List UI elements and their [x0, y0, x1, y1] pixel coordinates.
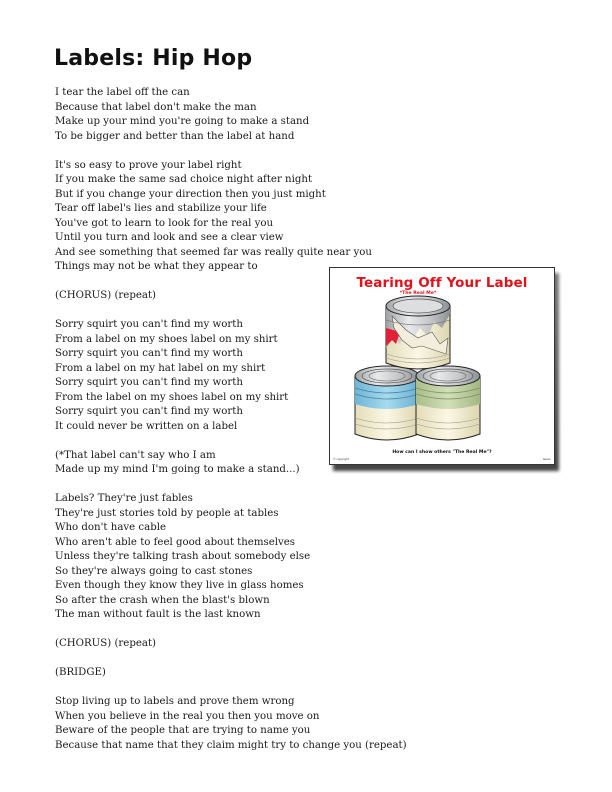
stanza-gap: [55, 681, 475, 696]
stanza-gap: [55, 478, 475, 493]
lyric-line: So after the crash when the blast's blown: [55, 594, 270, 606]
lyric-line: Stop living up to labels and prove them wrong: [55, 696, 295, 707]
lyric-line: So they're always going to cast stones: [55, 565, 253, 577]
lyric-line: Because that name that they claim might try to change you (repeat): [55, 739, 407, 751]
stanza: [55, 492, 475, 623]
lyric-line: They're just stories told by people at tables: [55, 507, 279, 519]
lyric-line: From a label on my hat label on my shirt: [55, 362, 266, 374]
lyric-line: Sorry squirt you can't find my worth: [55, 406, 243, 417]
green-can-icon: [416, 366, 480, 440]
lyric-line: From the label on my shoes label on my shirt: [55, 391, 289, 403]
lyric-line: Things may not be what they appear to: [55, 261, 258, 272]
top-can-torn-label-icon: [386, 290, 450, 369]
lyric-line: Labels? They're just fables: [55, 493, 193, 504]
stanza: [55, 637, 475, 652]
lyric-line: Even though they know they live in glass homes: [55, 580, 304, 591]
lyric-line: From a label on my shoes label on my shirt: [55, 333, 278, 345]
lyric-line: Made up my mind I'm going to make a stand...): [55, 464, 300, 475]
lyric-line: It could never be written on a label: [55, 420, 238, 432]
lyric-line: Because that label don't make the man: [55, 101, 257, 113]
lyric-line: Make up your mind you're going to make a stand: [55, 116, 310, 127]
lyric-line: If you make the same sad choice night after night: [55, 174, 313, 185]
stanza-gap: [55, 144, 475, 159]
lyric-line: (*That label can't say who I am: [55, 449, 216, 461]
poster-footer-right: lesson: [542, 458, 551, 461]
stanza: [55, 666, 475, 681]
poster-caption: How can I show others "The Real Me"?: [392, 450, 492, 455]
poster-figure: [329, 267, 555, 465]
lyric-line: Who aren't able to feel good about themselves: [55, 536, 296, 548]
lyric-line: Until you turn and look and see a clear view: [55, 232, 284, 243]
chorus-marker: (CHORUS) (repeat): [55, 290, 157, 301]
page-title: Labels: Hip Hop: [54, 46, 253, 71]
chorus-marker: (CHORUS) (repeat): [55, 638, 157, 649]
stanza-gap: [55, 623, 475, 638]
poster-title: Tearing Off Your Label: [356, 275, 528, 291]
lyric-line: Tear off label's lies and stabilize your life: [55, 203, 267, 214]
stanza: [55, 695, 475, 753]
poster: [329, 267, 555, 465]
lyric-line: When you believe in the real you then you move on: [55, 710, 320, 722]
lyric-line: It's so easy to prove your label right: [55, 159, 242, 171]
stanza: [55, 86, 475, 144]
poster-footer-left: © copyright: [333, 458, 349, 461]
stacked-cans-illustration: [330, 268, 554, 464]
can-label-text: *The Real Me*: [399, 291, 437, 296]
lyric-line: I tear the label off the can: [55, 87, 190, 98]
lyric-line: Unless they're talking trash about somebody else: [55, 551, 311, 562]
lyric-line: And see something that seemed far was really quite near you: [55, 246, 372, 258]
lyric-line: Sorry squirt you can't find my worth: [55, 348, 243, 359]
lyric-line: Beware of the people that are trying to name you: [55, 725, 311, 736]
bridge-marker: (BRIDGE): [55, 667, 106, 678]
lyric-line: But if you change your direction then you just might: [55, 188, 326, 200]
lyric-line: The man without fault is the last known: [55, 609, 261, 620]
lyric-line: Sorry squirt you can't find my worth: [55, 319, 243, 330]
stanza: [55, 159, 475, 275]
stanza-gap: [55, 652, 475, 667]
lyric-line: To be bigger and better than the label at hand: [55, 130, 295, 142]
lyric-line: You've got to learn to look for the real you: [55, 217, 274, 229]
lyric-line: Sorry squirt you can't find my worth: [55, 377, 243, 388]
lyric-line: Who don't have cable: [55, 522, 166, 533]
blue-can-icon: [355, 366, 419, 440]
